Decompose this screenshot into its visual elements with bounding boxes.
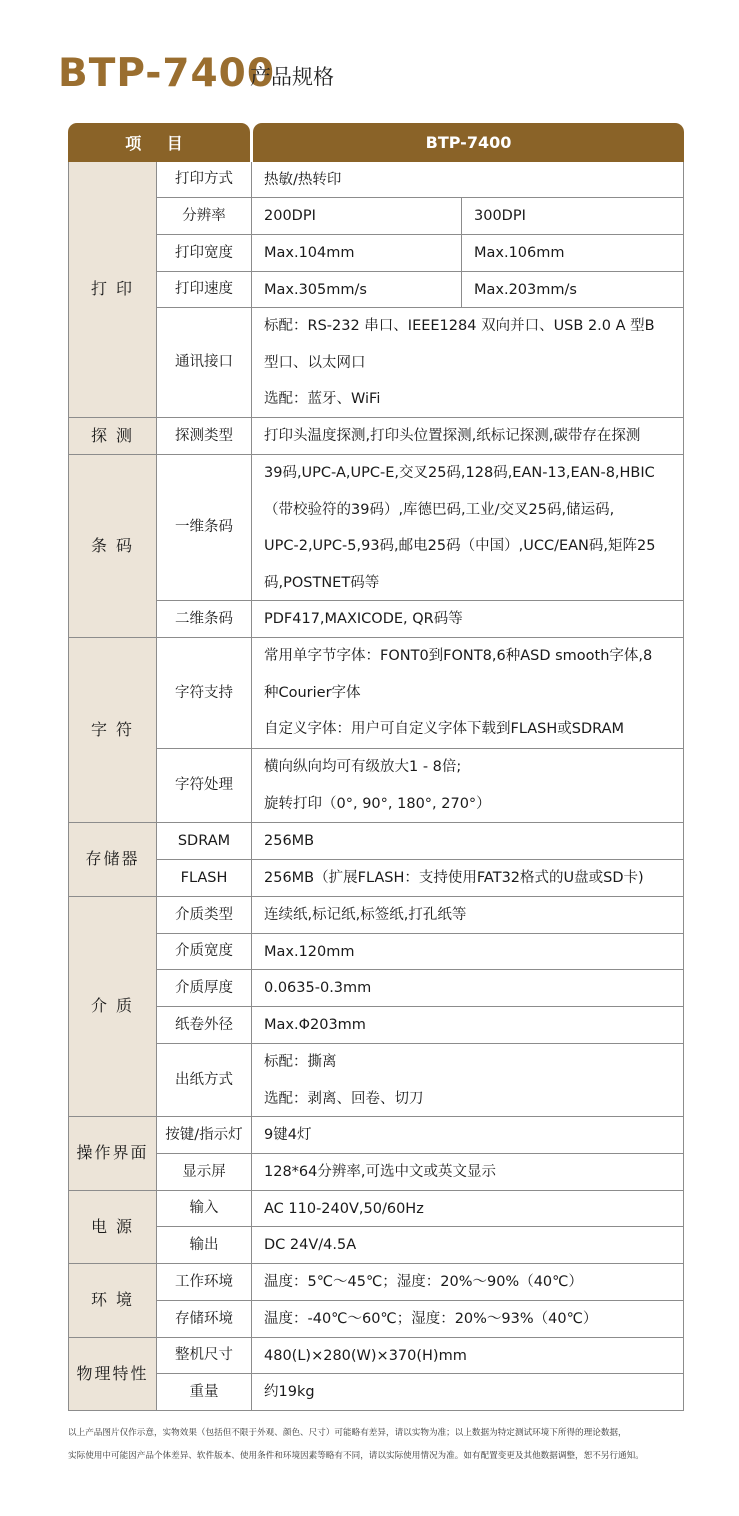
row-value-media-type: 连续纸,标记纸,标签纸,打孔纸等 <box>252 897 684 934</box>
row-label-input: 输入 <box>157 1191 252 1227</box>
row-label-work-env: 工作环境 <box>157 1264 252 1301</box>
row-value-print-method: 热敏/热转印 <box>252 162 684 198</box>
row-value-resolution-300: 300DPI <box>462 198 684 235</box>
row-label-barcode-2d: 二维条码 <box>157 601 252 638</box>
category-font: 字 符 <box>68 638 157 823</box>
row-label-sdram: SDRAM <box>157 823 252 860</box>
category-env: 环 境 <box>68 1264 157 1338</box>
row-value-detect-type: 打印头温度探测,打印头位置探测,纸标记探测,碳带存在探测 <box>252 418 684 455</box>
row-value-interface <box>252 308 684 418</box>
barcode-1d-line-3: UPC-2,UPC-5,93码,邮电25码（中国）,UCC/EAN码,矩阵25 <box>264 538 656 554</box>
category-storage: 存储器 <box>68 823 157 897</box>
row-value-sdram: 256MB <box>252 823 684 860</box>
disclaimer-line-1: 以上产品图片仅作示意，实物效果（包括但不限于外观、颜色、尺寸）可能略有差异，请以实物为准；以上数据为特定测试环境下所得的理论数据， <box>68 1428 627 1438</box>
category-barcode: 条 码 <box>68 455 157 638</box>
row-label-resolution: 分辨率 <box>157 198 252 235</box>
row-label-print-speed: 打印速度 <box>157 272 252 308</box>
row-label-media-thickness: 介质厚度 <box>157 970 252 1007</box>
font-support-line-2: 种Courier字体 <box>264 684 361 701</box>
row-label-print-method: 打印方式 <box>157 162 252 198</box>
row-label-roll-diameter: 纸卷外径 <box>157 1007 252 1044</box>
row-value-buttons: 9键4灯 <box>252 1117 684 1154</box>
barcode-1d-line-1: 39码,UPC-A,UPC-E,交叉25码,128码,EAN-13,EAN-8,HBIC <box>264 465 655 481</box>
table-header-item: 项 目 <box>68 123 250 162</box>
row-value-barcode-1d <box>252 455 684 601</box>
row-label-barcode-1d: 一维条码 <box>157 455 252 601</box>
row-value-barcode-2d: PDF417,MAXICODE, QR码等 <box>252 601 684 638</box>
font-process-line-1: 横向纵向均可有级放大1 - 8倍; <box>264 759 462 775</box>
row-label-font-support: 字符支持 <box>157 638 252 749</box>
row-value-work-env: 温度：5℃～45℃；湿度：20%～90%（40℃） <box>252 1264 684 1301</box>
row-label-flash: FLASH <box>157 860 252 897</box>
row-value-dimensions: 480(L)×280(W)×370(H)mm <box>252 1338 684 1374</box>
row-label-weight: 重量 <box>157 1374 252 1411</box>
row-label-output-mode: 出纸方式 <box>157 1044 252 1117</box>
row-label-display: 显示屏 <box>157 1154 252 1191</box>
category-media: 介 质 <box>68 897 157 1117</box>
row-value-print-width-200: Max.104mm <box>252 235 462 272</box>
row-value-flash: 256MB（扩展FLASH：支持使用FAT32格式的U盘或SD卡) <box>252 860 684 897</box>
font-support-line-1: 常用单字节字体：FONT0到FONT8,6种ASD smooth字体,8 <box>264 648 653 664</box>
category-print: 打 印 <box>68 162 157 418</box>
row-label-print-width: 打印宽度 <box>157 235 252 272</box>
row-value-output: DC 24V/4.5A <box>252 1227 684 1264</box>
row-value-display: 128*64分辨率,可选中文或英文显示 <box>252 1154 684 1191</box>
row-value-resolution-200: 200DPI <box>252 198 462 235</box>
barcode-1d-line-2: （带校验符的39码）,库德巴码,工业/交叉25码,储运码, <box>264 501 615 518</box>
row-value-print-speed-200: Max.305mm/s <box>252 272 462 308</box>
interface-line-2: 型口、以太网口 <box>264 354 366 371</box>
row-value-weight: 约19kg <box>252 1374 684 1411</box>
disclaimer-line-2: 实际使用中可能因产品个体差异、软件版本、使用条件和环境因素等略有不同，请以实际使用情况为准。如有配置变更及其他数据调整，恕不另行通知。 <box>68 1451 644 1461</box>
row-label-media-width: 介质宽度 <box>157 934 252 970</box>
output-mode-line-2: 选配：剥离、回卷、切刀 <box>264 1090 424 1107</box>
category-power: 电 源 <box>68 1191 157 1264</box>
row-label-media-type: 介质类型 <box>157 897 252 934</box>
row-label-detect-type: 探测类型 <box>157 418 252 455</box>
page-subtitle: 产品规格 <box>250 65 334 89</box>
row-value-font-support <box>252 638 684 749</box>
row-value-media-thickness: 0.0635-0.3mm <box>252 970 684 1007</box>
output-mode-line-1: 标配：撕离 <box>264 1054 337 1070</box>
interface-line-1: 标配：RS-232 串口、IEEE1284 双向并口、USB 2.0 A 型B <box>264 318 655 334</box>
row-value-print-width-300: Max.106mm <box>462 235 684 272</box>
barcode-1d-line-4: 码,POSTNET码等 <box>264 574 380 591</box>
row-value-roll-diameter: Max.Φ203mm <box>252 1007 684 1044</box>
row-label-buttons: 按键/指示灯 <box>157 1117 252 1154</box>
row-value-font-process <box>252 749 684 823</box>
table-header-model: BTP-7400 <box>253 123 684 162</box>
row-value-output-mode <box>252 1044 684 1117</box>
row-label-interface: 通讯接口 <box>157 308 252 418</box>
row-label-dimensions: 整机尺寸 <box>157 1338 252 1374</box>
row-label-output: 输出 <box>157 1227 252 1264</box>
category-detect: 探 测 <box>68 418 157 455</box>
page-title: BTP-7400 <box>58 51 275 96</box>
row-value-print-speed-300: Max.203mm/s <box>462 272 684 308</box>
row-label-font-process: 字符处理 <box>157 749 252 823</box>
category-ui: 操作界面 <box>68 1117 157 1191</box>
disclaimer <box>68 1422 688 1468</box>
interface-line-3: 选配：蓝牙、WiFi <box>264 391 381 407</box>
row-value-storage-env: 温度：-40℃～60℃；湿度：20%～93%（40℃） <box>252 1301 684 1338</box>
row-value-input: AC 110-240V,50/60Hz <box>252 1191 684 1227</box>
category-physical: 物理特性 <box>68 1338 157 1411</box>
row-label-storage-env: 存储环境 <box>157 1301 252 1338</box>
row-value-media-width: Max.120mm <box>252 934 684 970</box>
font-support-line-3: 自定义字体：用户可自定义字体下载到FLASH或SDRAM <box>264 721 625 737</box>
font-process-line-2: 旋转打印（0°, 90°, 180°, 270°） <box>264 795 491 812</box>
